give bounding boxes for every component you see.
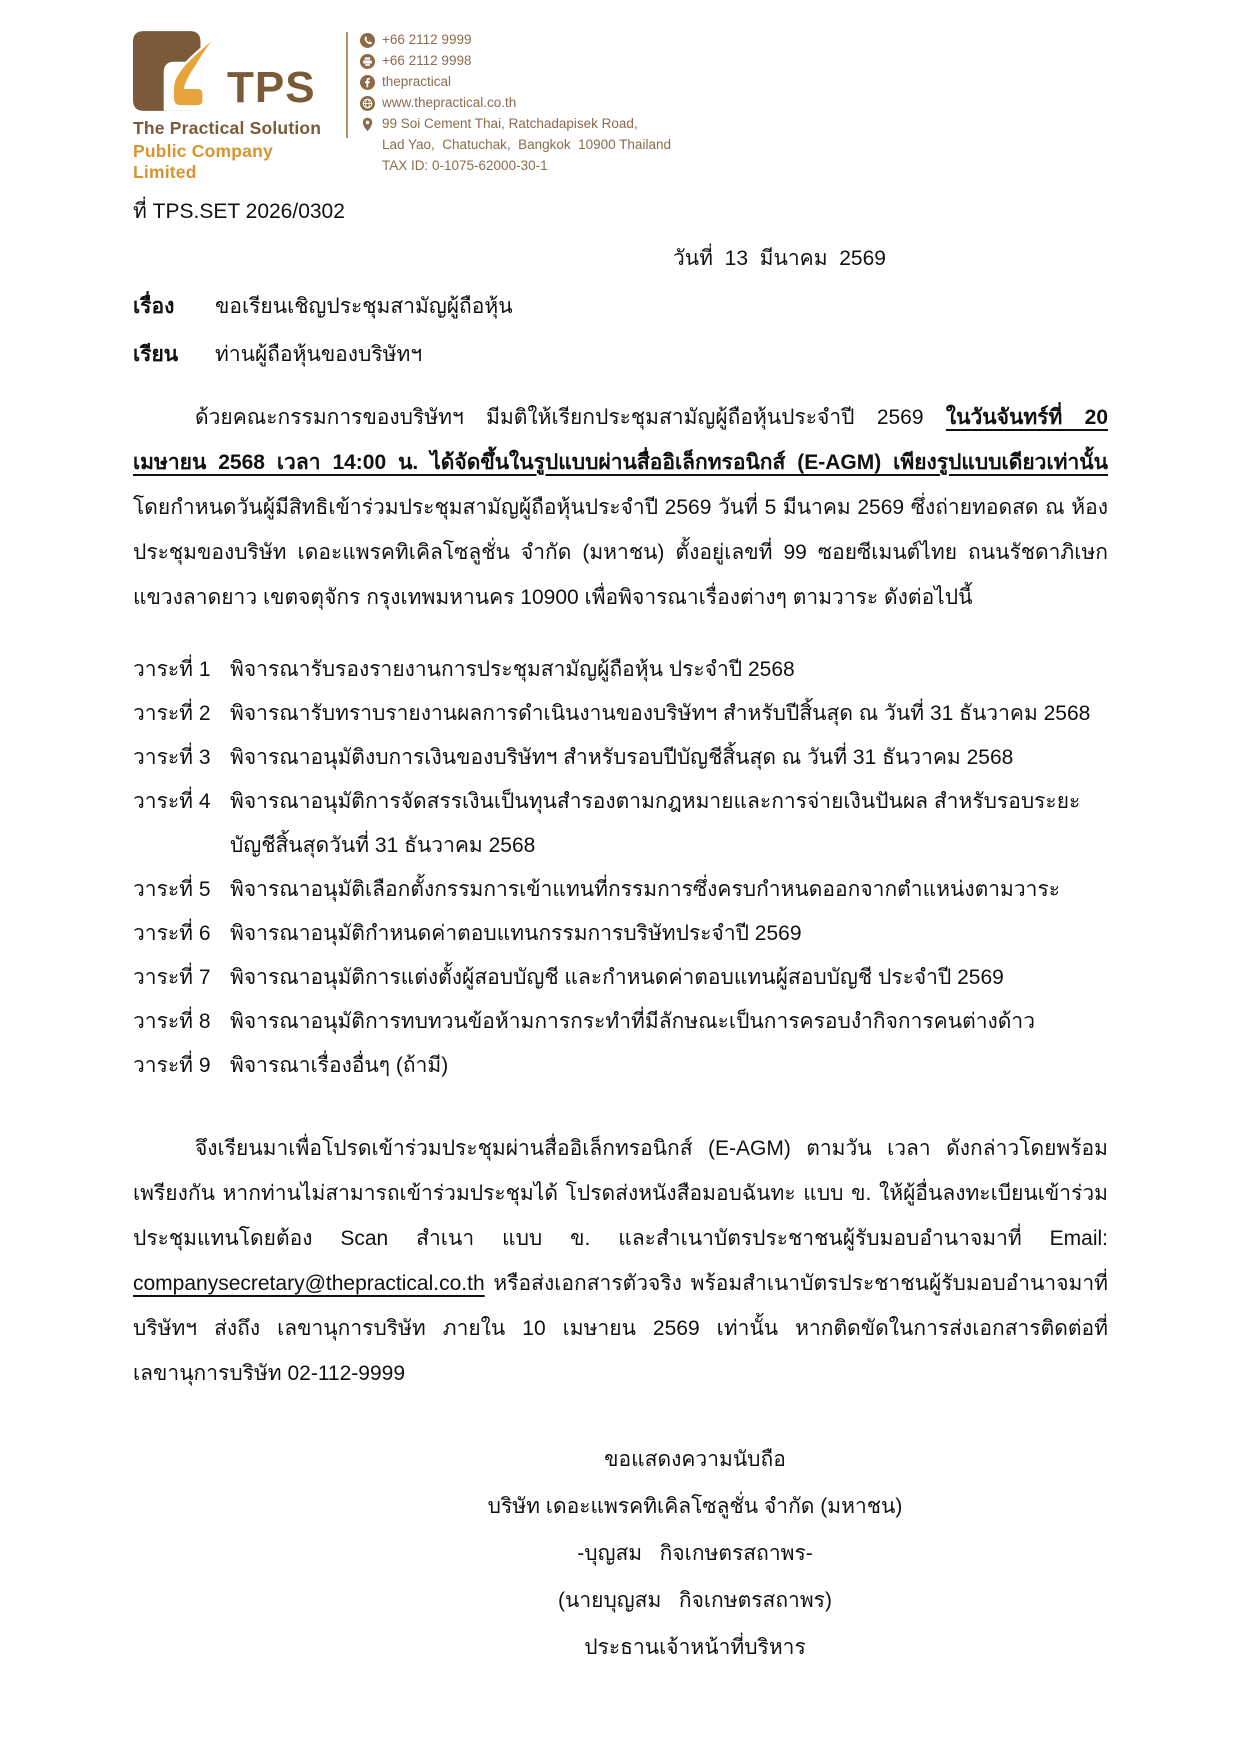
agenda-number: วาระที่ 6 [133, 922, 211, 945]
location-pin-icon [360, 117, 375, 132]
agenda-number: วาระที่ 2 [133, 702, 211, 725]
agenda-text: พิจารณาเรื่องอื่นๆ (ถ้ามี) [230, 1054, 449, 1077]
tps-logo-icon [133, 30, 225, 112]
agenda-number: วาระที่ 5 [133, 878, 211, 901]
address-line1: 99 Soi Cement Thai, Ratchadapisek Road, [382, 116, 638, 131]
contact-block [360, 30, 671, 179]
fax-number: +66 2112 9998 [382, 53, 472, 68]
agenda-number: วาระที่ 3 [133, 746, 211, 769]
agenda-item-6 [133, 912, 1108, 956]
agenda-number: วาระที่ 8 [133, 1010, 211, 1033]
contact-website [360, 95, 671, 111]
agenda-item-5 [133, 868, 1108, 912]
agenda-number: วาระที่ 1 [133, 658, 211, 681]
recipient-row [133, 338, 1108, 371]
contact-phone [360, 32, 671, 48]
subject-text: ขอเรียนเชิญประชุมสามัญผู้ถือหุ้น [215, 295, 513, 318]
closing-paragraph [133, 1126, 1108, 1396]
document-date: วันที่ 13 มีนาคม 2569 [673, 247, 886, 270]
agenda-text: พิจารณาอนุมัติการจัดสรรเงินเป็นทุนสำรองตามกฎหมายและการจ่ายเงินปันผล สำหรับรอบระยะบัญชีสิ้นสุดวันที่ 31 ธันวาคม 2568 [230, 790, 1081, 857]
globe-icon [360, 96, 375, 111]
email-link[interactable]: companysecretary@thepractical.co.th [133, 1272, 485, 1295]
subject-row [133, 290, 1108, 323]
agenda-text: พิจารณารับทราบรายงานผลการดำเนินงานของบริษัทฯ สำหรับปีสิ้นสุด ณ วันที่ 31 ธันวาคม 2568 [230, 702, 1091, 725]
agenda-item-3 [133, 736, 1108, 780]
letterhead [133, 30, 1108, 183]
company-brand [133, 30, 338, 183]
signature-block [465, 1436, 925, 1671]
contact-facebook [360, 74, 671, 90]
brand-name-line1: The Practical Solution [133, 118, 322, 138]
agenda-item-2 [133, 692, 1108, 736]
signature-printed-name: (นายบุญสม กิจเกษตรสถาพร) [558, 1589, 832, 1612]
agenda-number: วาระที่ 4 [133, 790, 211, 813]
contact-fax [360, 53, 671, 69]
intro-meeting-datetime: ในวันจันทร์ที่ 20 เมษายน 2568 เวลา 14:00 น. ได้จัดขึ้นในรูปแบบผ่านสื่ออิเล็กทรอนิกส์ (E-AGM) เพียงรูปแบบเดียวเท่านั้น [133, 406, 1108, 474]
phone-number: +66 2112 9999 [382, 32, 472, 47]
agenda-item-9 [133, 1044, 1108, 1088]
agenda-text: พิจารณาอนุมัติการแต่งตั้งผู้สอบบัญชี และกำหนดค่าตอบแทนผู้สอบบัญชี ประจำปี 2569 [230, 966, 1004, 989]
recipient-text: ท่านผู้ถือหุ้นของบริษัทฯ [215, 343, 423, 366]
subject-label: เรื่อง [133, 295, 175, 318]
brand-acronym: TPS [227, 63, 316, 112]
agenda-text: พิจารณาอนุมัติงบการเงินของบริษัทฯ สำหรับรอบปีบัญชีสิ้นสุด ณ วันที่ 31 ธันวาคม 2568 [230, 746, 1014, 769]
agenda-text: พิจารณาอนุมัติกำหนดค่าตอบแทนกรรมการบริษัทประจำปี 2569 [230, 922, 802, 945]
agenda-item-4 [133, 780, 1108, 868]
agenda-item-7 [133, 956, 1108, 1000]
contact-tax-id [382, 158, 671, 174]
intro-seg3: โดยกำหนดวันผู้มีสิทธิเข้าร่วมประชุมสามัญผู้ถือหุ้นประจำปี 2569 วันที่ 5 มีนาคม 2569 ซึ่งถ่ายทอดสด ณ ห้องประชุมของบริษัท เดอะแพรคทิเคิลโซลูชั่น จำกัด (มหาชน) ตั้งอยู่เลขที่ 99 ซอยซีเมนต์ไทย ถนนรัชดาภิเษก แขวงลาดยาว เขตจตุจักร กรุงเทพมหานคร 10900 เพื่อพิจารณาเรื่องต่างๆ ตามวาระ ดังต่อไปนี้ [133, 496, 1108, 609]
agenda-number: วาระที่ 7 [133, 966, 211, 989]
contact-address-line2 [382, 137, 671, 153]
phone-icon [360, 33, 375, 48]
agenda-item-1 [133, 648, 1108, 692]
agenda-text: พิจารณารับรองรายงานการประชุมสามัญผู้ถือหุ้น ประจำปี 2568 [230, 658, 795, 681]
agenda-list [133, 648, 1108, 1088]
website-url: www.thepractical.co.th [382, 95, 517, 110]
signature-company: บริษัท เดอะแพรคทิเคิลโซลูชั่น จำกัด (มหาชน) [487, 1495, 903, 1518]
facebook-handle: thepractical [382, 74, 452, 89]
closing-seg2: หรือส่งเอกสารตัวจริง พร้อมสำเนาบัตรประชาชนผู้รับมอบอำนาจมาที่ บริษัทฯ ส่งถึง เลขานุการบริษัท ภายใน 10 เมษายน 2569 เท่านั้น หากติดขัดในการส่งเอกสารติดต่อที่ เลขานุการบริษัท 02-112-9999 [133, 1272, 1108, 1385]
closing-seg1: จึงเรียนมาเพื่อโปรดเข้าร่วมประชุมผ่านสื่ออิเล็กทรอนิกส์ (E-AGM) ตามวัน เวลา ดังกล่าวโดยพร้อมเพรียงกัน หากท่านไม่สามารถเข้าร่วมประชุมได้ โปรดส่งหนังสือมอบฉันทะ แบบ ข. ให้ผู้อื่นลงทะเบียนเข้าร่วมประชุมแทนโดยต้อง Scan สำเนา แบบ ข. และสำเนาบัตรประชาชนผู้รับมอบอำนาจมาที่ Email: [133, 1137, 1108, 1250]
agenda-text: พิจารณาอนุมัติเลือกตั้งกรรมการเข้าแทนที่กรรมการซึ่งครบกำหนดออกจากตำแหน่งตามวาระ [230, 878, 1061, 901]
intro-seg1: ด้วยคณะกรรมการของบริษัทฯ มีมติให้เรียกประชุมสามัญผู้ถือหุ้นประจำปี 2569 [195, 406, 946, 429]
recipient-label: เรียน [133, 343, 179, 366]
agenda-text: พิจารณาอนุมัติการทบทวนข้อห้ามการกระทำที่มีลักษณะเป็นการครอบงำกิจการคนต่างด้าว [230, 1010, 1035, 1033]
signature-salutation: ขอแสดงความนับถือ [604, 1448, 786, 1471]
facebook-icon [360, 75, 375, 90]
signature-title: ประธานเจ้าหน้าที่บริหาร [584, 1636, 806, 1659]
brand-name-line2: Public Company Limited [133, 141, 273, 182]
agenda-item-8 [133, 1000, 1108, 1044]
header-divider [346, 32, 348, 138]
signature-signed-name: -บุญสม กิจเกษตรสถาพร- [577, 1542, 813, 1565]
intro-paragraph [133, 395, 1108, 620]
fax-icon [360, 54, 375, 69]
address-line2: Lad Yao, Chatuchak, Bangkok 10900 Thailand [382, 137, 671, 152]
contact-address [360, 116, 671, 132]
tax-id: TAX ID: 0-1075-62000-30-1 [382, 158, 548, 173]
agenda-number: วาระที่ 9 [133, 1054, 211, 1077]
document-number: ที่ TPS.SET 2026/0302 [133, 200, 345, 223]
